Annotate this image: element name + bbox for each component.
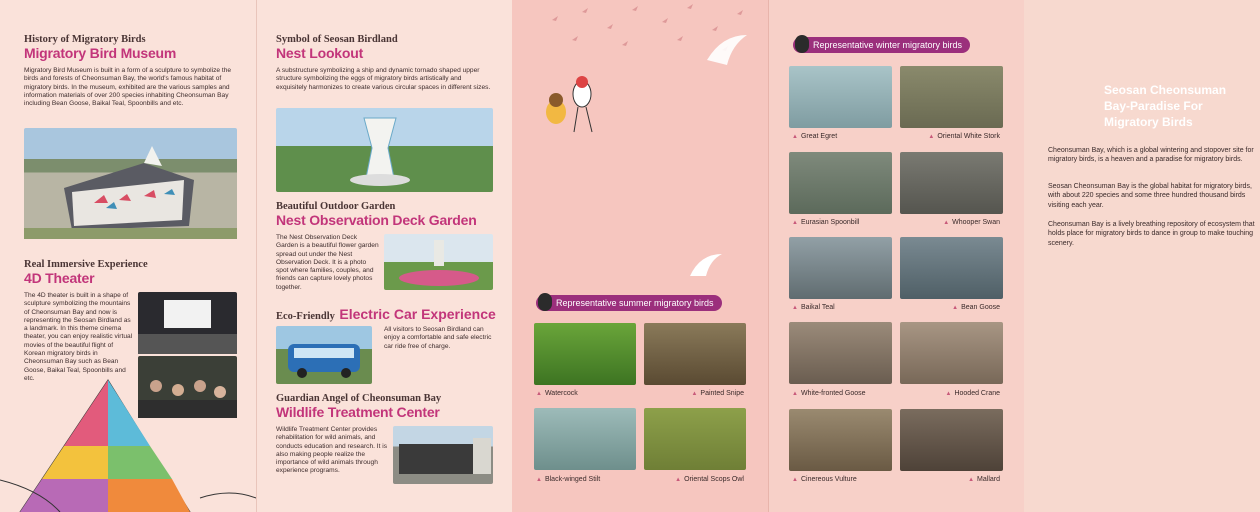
oriental-scops-owl-photo — [644, 408, 746, 470]
wildlife-center-photo — [393, 426, 493, 484]
mallard-photo — [900, 409, 1003, 471]
lookout-text: A substructure symbolizing a ship and dynamic tornado shaped upper structure symbolizing the eggs of migratory birds artistically and exquisitely harmonizes to create various circular spaces in different sizes. — [276, 67, 491, 91]
museum-photo — [24, 128, 237, 239]
baikal-teal-caption: Baikal Teal — [800, 304, 835, 311]
winter-caption-row-4: ▲ White-fronted Goose ▲ Hooded Crane — [792, 390, 1000, 397]
garden-text: The Nest Observation Deck Garden is a beautiful flower garden spread out under the Nest Observation Deck. It is a photo spot where families, couples, and friends can capture lovely photos together. — [276, 234, 379, 291]
owl-icon — [538, 293, 552, 311]
paradise-paragraph-3: Cheonsuman Bay is a lively breathing repository of ecosystem that holds place for migratory birds to dance in group to make touching scenery. — [1048, 221, 1255, 247]
museum-title: Migratory Bird Museum — [24, 45, 177, 61]
great-egret-photo — [789, 66, 892, 128]
cinereous-vulture-caption: Cinereous Vulture — [800, 476, 857, 483]
black-winged-stilt-caption: Black-winged Stilt — [544, 476, 601, 483]
winter-caption-row-1: ▲ Great Egret ▲ Oriental White Stork — [792, 133, 1000, 140]
wildlife-title: Wildlife Treatment Center — [276, 404, 440, 420]
mallard-caption: Mallard — [977, 476, 1000, 483]
museum-building-graphic — [24, 128, 237, 239]
museum-text: Migratory Bird Museum is built in a form of a sculpture to symbolize the birds and forests of Cheonsuman Bay, the world's famous habitat of migratory birds. In the museum, exhibited are the various samples and information materials of over 200 species inhabiting Cheonsuman Bay including Bean Goose, Baikal Teal, Spoonbills and etc. — [24, 67, 232, 108]
winter-caption-row-3: ▲ Baikal Teal ▲ Bean Goose — [792, 304, 1000, 311]
whooper-swan-caption: Whooper Swan — [952, 219, 1000, 226]
garden-photo — [384, 234, 493, 290]
black-winged-stilt-photo — [534, 408, 636, 470]
watercock-caption: Watercock — [544, 390, 578, 397]
winter-birds-badge — [793, 37, 970, 53]
white-fronted-goose-photo — [789, 322, 892, 384]
painted-snipe-photo — [644, 323, 746, 385]
cinereous-vulture-photo — [789, 409, 892, 471]
mosaic-mountain-illustration — [0, 380, 256, 512]
electric-title: Electric Car Experience — [339, 306, 496, 322]
oriental-white-stork-photo — [900, 66, 1003, 128]
summer-caption-row-1: ▲ Watercock ▲ Painted Snipe — [536, 390, 744, 397]
bean-goose-caption: Bean Goose — [961, 304, 1000, 311]
paradise-paragraph-2: Seosan Cheonsuman Bay is the global habitat for migratory birds, with about 220 species and some three hundred thousand birds visiting each year. — [1048, 183, 1252, 209]
summer-birds-label: Representative summer migratory birds — [556, 298, 714, 308]
watercock-photo — [534, 323, 636, 385]
theater-screen-photo — [138, 292, 237, 354]
baikal-teal-photo — [789, 237, 892, 299]
theater-title: 4D Theater — [24, 270, 95, 286]
panel-museum-theater — [0, 0, 256, 512]
hooded-crane-photo — [900, 322, 1003, 384]
painted-snipe-caption: Painted Snipe — [700, 390, 744, 397]
garden-kicker: Beautiful Outdoor Garden — [276, 201, 396, 212]
wildlife-kicker: Guardian Angel of Cheonsuman Bay — [276, 393, 442, 404]
paradise-paragraph-1: Cheonsuman Bay, which is a global wintering and stopover site for migratory birds, is a heaven and a paradise for migratory birds. — [1048, 147, 1254, 164]
lookout-photo — [276, 108, 493, 192]
summer-caption-row-2: ▲ Black-winged Stilt ▲ Oriental Scops Owl — [536, 476, 744, 483]
great-egret-caption: Great Egret — [800, 133, 838, 140]
electric-kicker: Eco-Friendly — [276, 311, 335, 322]
flying-birds-graphic — [512, 0, 768, 80]
electric-heading — [276, 306, 496, 324]
white-bird-icon — [688, 250, 724, 280]
oriental-white-stork-caption: Oriental White Stork — [937, 133, 1000, 140]
white-fronted-goose-caption: White-fronted Goose — [800, 390, 866, 397]
winter-caption-row-5: ▲ Cinereous Vulture ▲ Mallard — [792, 476, 1000, 483]
panel-facilities — [256, 0, 512, 512]
wildlife-text: Wildlife Treatment Center provides rehabilitation for wild animals, and conducts education and research. It is also making people realize the importance of wild animals through experience programs. — [276, 426, 388, 475]
electric-car-photo — [276, 326, 372, 384]
oriental-scops-owl-caption: Oriental Scops Owl — [684, 476, 744, 483]
paradise-title: Seosan Cheonsuman Bay-Paradise For Migratory Birds — [1104, 83, 1227, 129]
summer-birds-badge — [536, 295, 722, 311]
theater-kicker: Real Immersive Experience — [24, 259, 148, 270]
bean-goose-photo — [900, 237, 1003, 299]
lookout-kicker: Symbol of Seosan Birdland — [276, 34, 398, 45]
hooded-crane-caption: Hooded Crane — [954, 390, 1000, 397]
garden-title: Nest Observation Deck Garden — [276, 212, 477, 228]
winter-birds-label: Representative winter migratory birds — [813, 40, 963, 50]
bird-mascots-illustration — [534, 72, 614, 142]
theater-text: The 4D theater is built in a shape of sculpture symbolizing the mountains of Cheonsuman Bay and now is representing the Seosan Birdland as a landmark. In this theme cinema theater, you can enjoy realistic virtual movies of the beautiful flight of Korean migratory birds in Cheonsuman Bay such as Bean Goose, Baikal Teal, Spoonbills and etc. — [24, 292, 133, 382]
lookout-title: Nest Lookout — [276, 45, 364, 61]
whooper-swan-photo — [900, 152, 1003, 214]
eurasian-spoonbill-caption: Eurasian Spoonbill — [800, 219, 860, 226]
owl-icon — [795, 35, 809, 53]
winter-caption-row-2: ▲ Eurasian Spoonbill ▲ Whooper Swan — [792, 219, 1000, 226]
museum-kicker: History of Migratory Birds — [24, 34, 146, 45]
electric-text: All visitors to Seosan Birdland can enjoy a comfortable and safe electric car ride free of charge. — [384, 326, 492, 350]
eurasian-spoonbill-photo — [789, 152, 892, 214]
